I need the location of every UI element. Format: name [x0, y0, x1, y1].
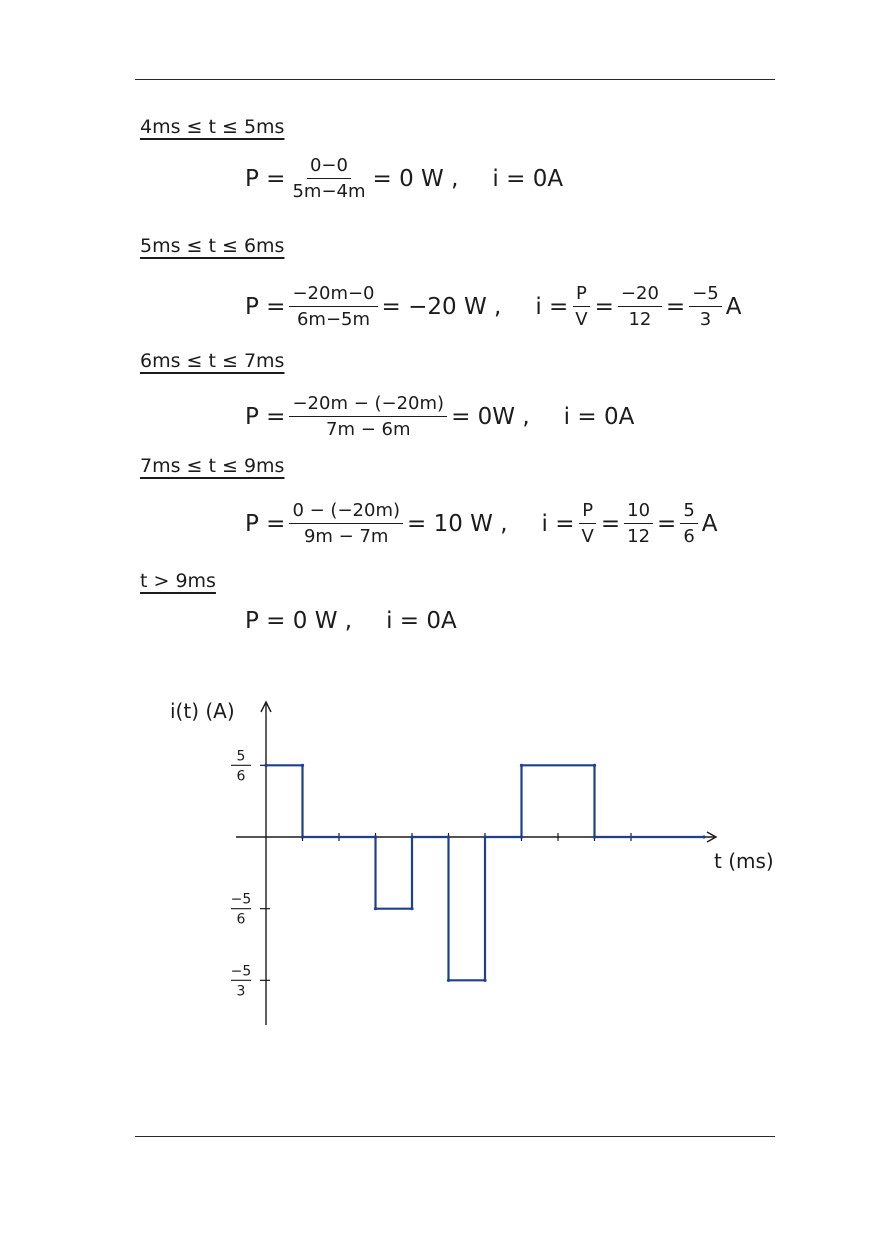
equals-sign: =: [594, 293, 614, 320]
fraction-numerator: −5: [689, 283, 722, 307]
equals-sign: =: [665, 293, 686, 320]
equals-sign: =: [600, 510, 621, 537]
current-unit: A: [701, 510, 718, 537]
section-heading: 6ms ≤ t ≤ 7ms: [140, 350, 285, 372]
power-label: P =: [245, 293, 286, 320]
y-tick-label-denominator: 6: [236, 768, 246, 785]
fraction-numerator: −20m−0: [289, 283, 377, 307]
current-label: i = 0A: [492, 165, 564, 192]
y-tick-label-numerator: −5: [230, 963, 252, 980]
series-point: [410, 907, 413, 910]
fraction-numerator: P: [579, 500, 596, 524]
series-point: [374, 835, 377, 838]
fraction-numerator: 0−0: [307, 155, 351, 179]
section-heading: 5ms ≤ t ≤ 6ms: [140, 235, 285, 257]
series-point: [702, 835, 705, 838]
section-heading: 7ms ≤ t ≤ 9ms: [140, 455, 285, 477]
fraction-numerator: 5: [680, 500, 697, 524]
series-point: [301, 764, 304, 767]
power-label: P =: [245, 403, 286, 430]
fraction-denominator: 5m−4m: [292, 181, 366, 202]
fraction-numerator: −20: [618, 283, 662, 307]
power-label: P =: [245, 510, 286, 537]
section-heading: t > 9ms: [140, 570, 216, 592]
series-point: [264, 764, 267, 767]
power-result: P = 0 W ,: [245, 608, 353, 634]
y-tick-label-numerator: −5: [230, 891, 252, 908]
series-point: [593, 835, 596, 838]
current-label: i =: [541, 510, 575, 537]
x-axis-label: t (ms): [714, 849, 774, 873]
power-result: = 0W ,: [451, 403, 530, 430]
fraction-denominator: 7m − 6m: [326, 419, 411, 440]
series-point: [520, 764, 523, 767]
fraction-numerator: P: [573, 283, 590, 307]
series-point: [447, 835, 450, 838]
series-point: [447, 979, 450, 982]
series-point: [374, 907, 377, 910]
fraction-denominator: 3: [699, 309, 712, 330]
current-label: i =: [535, 293, 569, 320]
y-tick-label-denominator: 6: [236, 911, 246, 928]
series-point: [301, 835, 304, 838]
current-series-line: [266, 765, 704, 980]
fraction-denominator: 12: [628, 309, 652, 330]
fraction-numerator: −20m − (−20m): [289, 393, 447, 417]
power-result: = −20 W ,: [381, 293, 502, 320]
y-tick-label-denominator: 3: [236, 983, 246, 1000]
equals-sign: =: [657, 510, 677, 537]
series-point: [483, 979, 486, 982]
current-unit: A: [725, 293, 742, 320]
fraction-denominator: V: [581, 526, 594, 547]
fraction-numerator: 0 − (−20m): [289, 500, 403, 524]
power-label: P =: [245, 165, 286, 192]
y-tick-label-numerator: 5: [236, 748, 246, 765]
fraction-denominator: 9m − 7m: [303, 526, 389, 547]
fraction-denominator: 12: [627, 526, 651, 547]
current-label: i = 0A: [386, 608, 457, 634]
fraction-denominator: 6: [683, 526, 695, 547]
fraction-numerator: 10: [624, 500, 653, 524]
power-result: = 0 W ,: [372, 165, 459, 192]
section-heading: 4ms ≤ t ≤ 5ms: [140, 116, 285, 138]
series-point: [483, 835, 486, 838]
current-label: i = 0A: [563, 403, 635, 430]
series-point: [593, 764, 596, 767]
fraction-denominator: 6m−5m: [296, 309, 371, 330]
y-axis-label: i(t) (A): [170, 699, 235, 723]
series-point: [410, 835, 413, 838]
series-point: [520, 835, 523, 838]
power-result: = 10 W ,: [407, 510, 508, 537]
fraction-denominator: V: [575, 309, 588, 330]
